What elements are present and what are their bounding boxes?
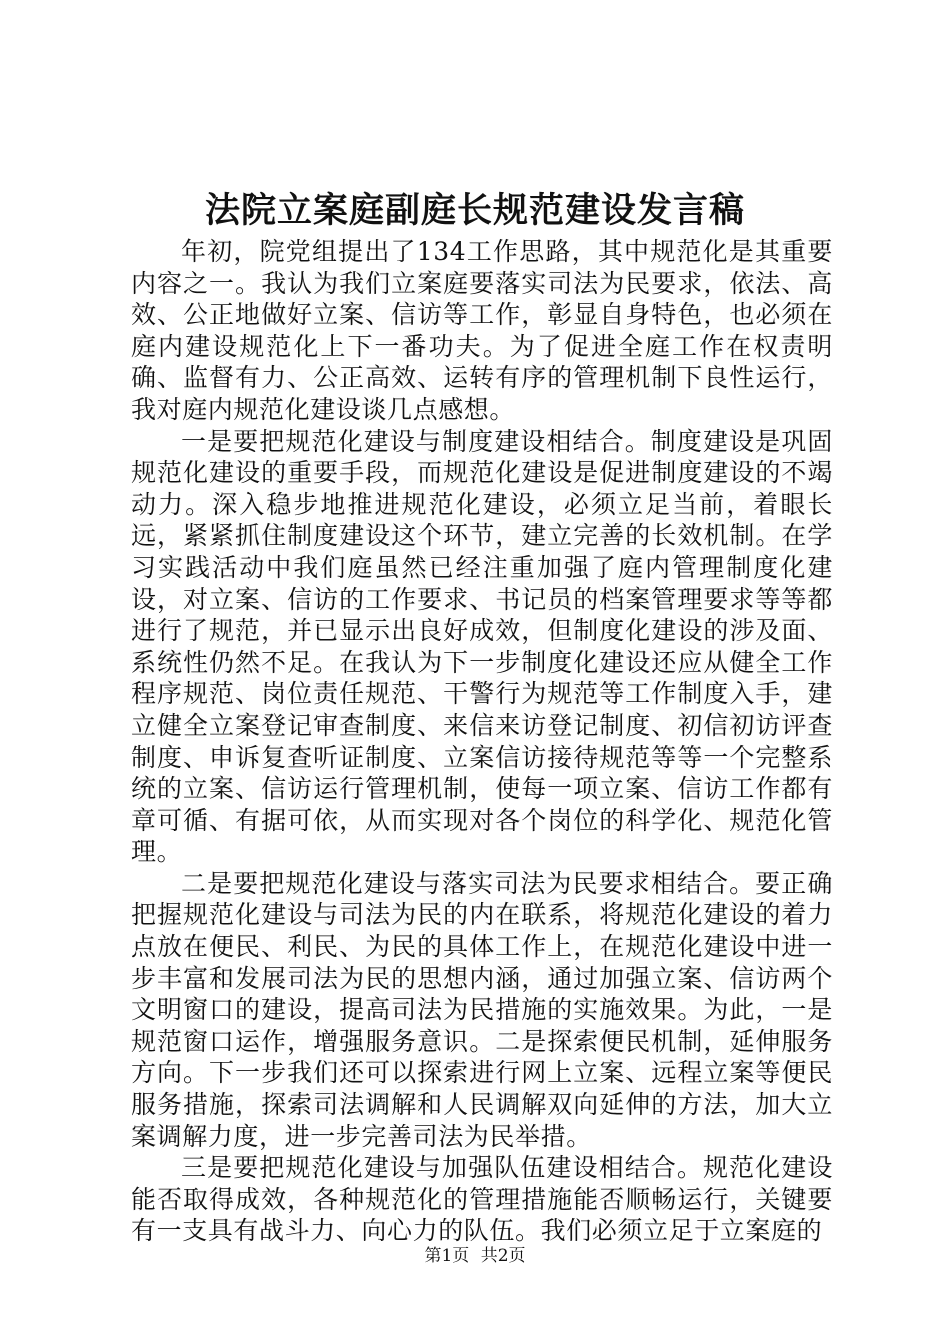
paragraph-point-three: 三是要把规范化建设与加强队伍建设相结合。规范化建设能否取得成效，各种规范化的管理措施能否顺畅运行，关键要有一支具有战斗力、向心力的队伍。我们必须立足于立案庭的 bbox=[131, 1153, 833, 1246]
page-footer bbox=[0, 1244, 950, 1268]
paragraph-point-one: 一是要把规范化建设与制度建设相结合。制度建设是巩固规范化建设的重要手段，而规范化建设是促进制度建设的不竭动力。深入稳步地推进规范化建设，必须立足当前，着眼长远，紧紧抓住制度建设这个环节，建立完善的长效机制。在学习实践活动中我们庭虽然已经注重加强了庭内管理制度化建设，对立案、信访的工作要求、书记员的档案管理要求等等都进行了规范，并已显示出良好成效，但制度化建设的涉及面、系统性仍然不足。在我认为下一步制度化建设还应从健全工作程序规范、岗位责任规范、干警行为规范等工作制度入手，建立健全立案登记审查制度、来信来访登记制度、初信初访评查制度、申诉复查听证制度、立案信访接待规范等等一个完整系统的立案、信访运行管理机制，使每一项立案、信访工作都有章可循、有据可依，从而实现对各个岗位的科学化、规范化管理。 bbox=[131, 426, 833, 867]
document-body bbox=[131, 236, 833, 1247]
paragraph-intro: 年初，院党组提出了134工作思路，其中规范化是其重要内容之一。我认为我们立案庭要落实司法为民要求，依法、高效、公正地做好立案、信访等工作，彰显自身特色，也必须在庭内建设规范化上下一番功夫。为了促进全庭工作在权责明确、监督有力、公正高效、运转有序的管理机制下良性运行，我对庭内规范化建设谈几点感想。 bbox=[131, 237, 833, 424]
paragraph-point-two: 二是要把规范化建设与落实司法为民要求相结合。要正确把握规范化建设与司法为民的内在联系，将规范化建设的着力点放在便民、利民、为民的具体工作上，在规范化建设中进一步丰富和发展司法为民的思想内涵，通过加强立案、信访两个文明窗口的建设，提高司法为民措施的实施效果。为此，一是规范窗口运作，增强服务意识。二是探索便民机制，延伸服务方向。下一步我们还可以探索进行网上立案、远程立案等便民服务措施，探索司法调解和人民调解双向延伸的方法，加大立案调解力度，进一步完善司法为民举措。 bbox=[131, 868, 833, 1151]
page-total: 共2页 bbox=[480, 1246, 526, 1266]
page-number: 第1页 bbox=[424, 1246, 470, 1266]
document-title: 法院立案庭副庭长规范建设发言稿 bbox=[204, 190, 745, 231]
